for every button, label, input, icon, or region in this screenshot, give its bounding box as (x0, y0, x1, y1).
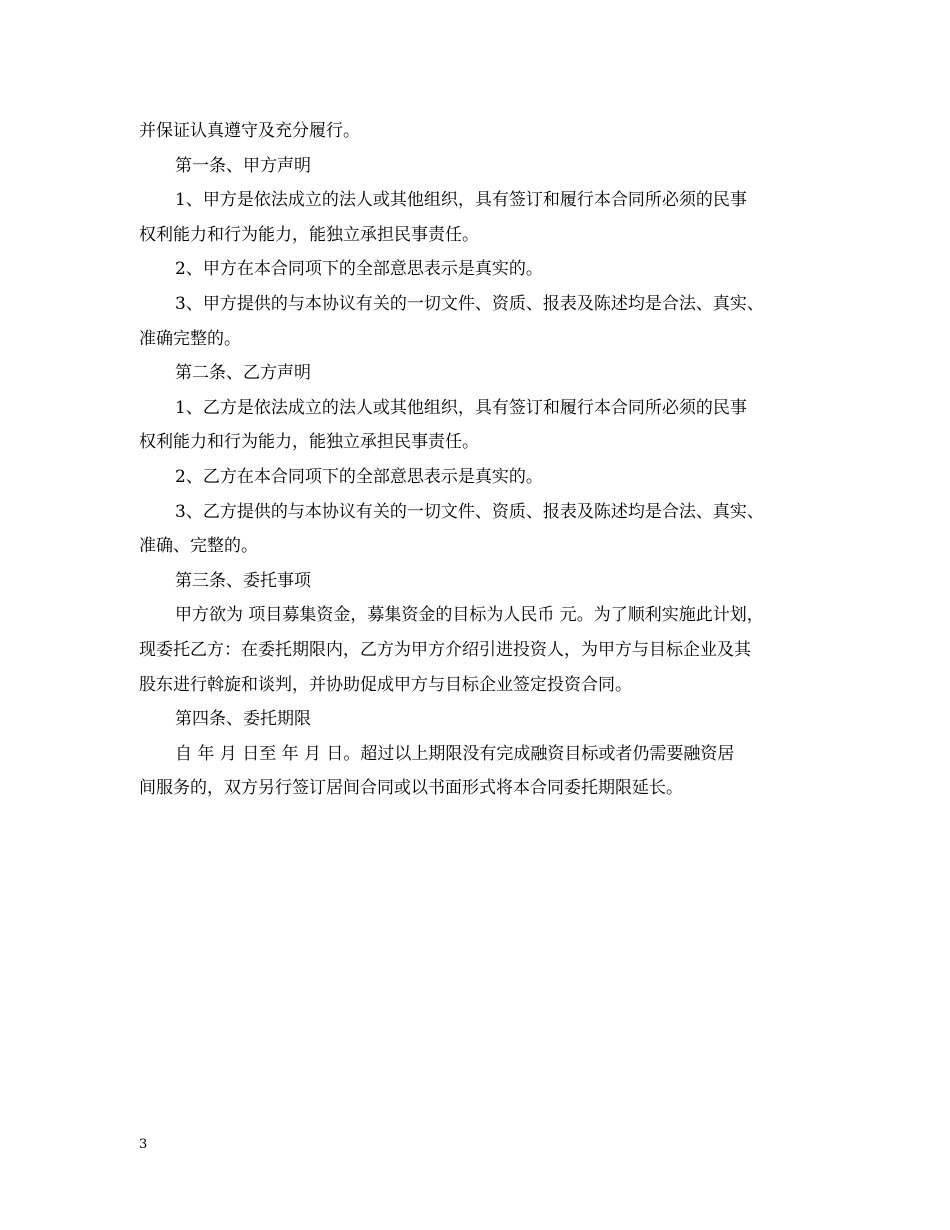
text-line-13: 准确、完整的。 (139, 536, 258, 557)
text-line-1: 并保证认真遵守及充分履行。 (139, 121, 360, 141)
text-line-9: 1、乙方是依法成立的法人或其他组织，具有签订和履行本合同所必须的民事 (175, 397, 747, 418)
text-line-6: 3、甲方提供的与本协议有关的一切文件、资质、报表及陈述均是合法、真实、 (175, 293, 764, 314)
text-line-3: 1、甲方是依法成立的法人或其他组织，具有签订和履行本合同所必须的民事 (175, 190, 747, 211)
text-line-10: 权利能力和行为能力，能独立承担民事责任。 (139, 432, 479, 453)
text-line-17: 股东进行斡旋和谈判，并协助促成甲方与目标企业签定投资合同。 (139, 674, 632, 695)
article-4-heading: 第四条、委托期限 (175, 709, 311, 730)
article-1-heading: 第一条、甲方声明 (175, 155, 311, 176)
text-line-15: 甲方欲为 项目募集资金，募集资金的目标为人民币 元。为了顺利实施此计划， (175, 605, 764, 626)
text-line-16: 现委托乙方：在委托期限内，乙方为甲方介绍引进投资人，为甲方与目标企业及其 (139, 639, 751, 660)
text-line-5: 2、甲方在本合同项下的全部意思表示是真实的。 (175, 259, 543, 280)
text-line-7: 准确完整的。 (139, 328, 241, 349)
text-line-12: 3、乙方提供的与本协议有关的一切文件、资质、报表及陈述均是合法、真实、 (175, 501, 764, 522)
document-body (139, 114, 827, 806)
text-line-20: 间服务的，双方另行签订居间合同或以书面形式将本合同委托期限延长。 (139, 778, 683, 799)
text-line-11: 2、乙方在本合同项下的全部意思表示是真实的。 (175, 466, 543, 487)
article-2-heading: 第二条、乙方声明 (175, 363, 311, 384)
text-line-4: 权利能力和行为能力，能独立承担民事责任。 (139, 224, 479, 245)
text-line-19: 自 年 月 日至 年 月 日。超过以上期限没有完成融资目标或者仍需要融资居 (175, 743, 735, 764)
page-number: 3 (139, 1137, 148, 1152)
article-3-heading: 第三条、委托事项 (175, 570, 311, 591)
